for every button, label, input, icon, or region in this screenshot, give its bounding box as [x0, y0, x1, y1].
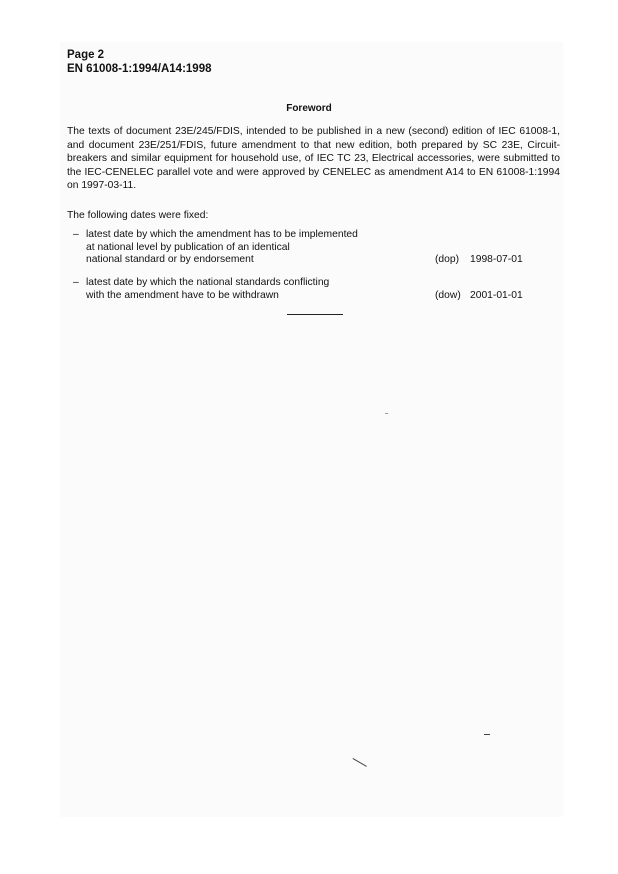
date-item-line: at national level by publication of an identical: [86, 241, 290, 253]
list-dash: –: [73, 277, 79, 288]
date-code: (dow): [435, 289, 461, 301]
date-item-text: [86, 277, 416, 302]
scan-speck: [484, 734, 490, 735]
date-value: 1998-07-01: [470, 254, 523, 266]
date-value: 2001-01-01: [470, 289, 523, 301]
date-item-line: latest date by which the national standards conflicting: [86, 277, 330, 288]
foreword-paragraph: The texts of document 23E/245/FDIS, intended to be published in a new (second) edition of IEC 61008-1, and document 23E/251/FDIS, future amendment to that new edition, both prepared by SC 23E, Circuit-breakers and similar equipment for household use, of IEC TC 23, Electrical accessories, were submitted to the IEC-CENELEC parallel vote and were approved by CENELEC as amendment A14 to EN 61008-1:1994 on 1997-03-11.: [67, 126, 560, 191]
date-item-line: with the amendment have to be withdrawn: [86, 289, 279, 301]
date-item-text: [86, 229, 416, 267]
date-item-line: national standard or by endorsement: [86, 254, 254, 266]
page-number: Page 2: [67, 49, 105, 61]
dates-intro: The following dates were fixed:: [67, 210, 209, 221]
foreword-title: Foreword: [286, 103, 332, 114]
scan-speck: [385, 413, 388, 414]
date-item-line: latest date by which the amendment has to be implemented: [86, 229, 358, 240]
date-code: (dop): [435, 254, 460, 266]
standard-reference: EN 61008-1:1994/A14:1998: [67, 63, 212, 75]
end-rule: [287, 314, 343, 315]
list-dash: –: [73, 229, 79, 240]
page-header: [67, 48, 212, 76]
